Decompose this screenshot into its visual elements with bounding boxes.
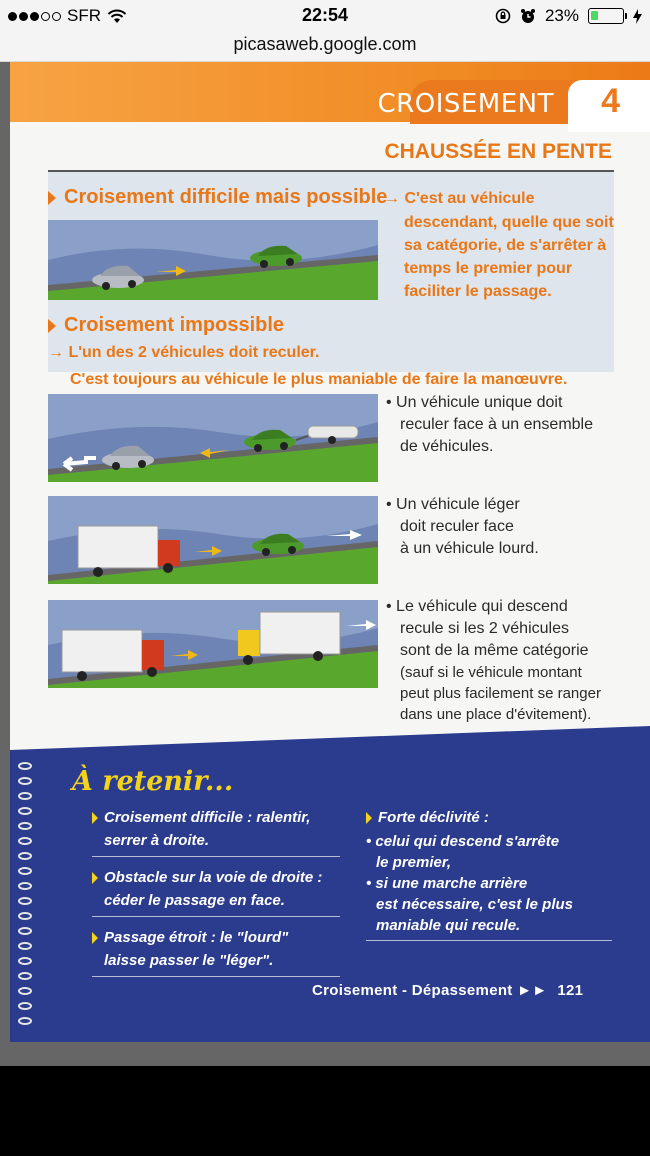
clock: 22:54 [301, 5, 349, 25]
s1-line-1: → C'est au véhicule [384, 190, 535, 207]
divider [92, 976, 340, 977]
case3-line-1: • Le véhicule qui descend [386, 598, 568, 615]
retenir-right-5: maniable qui recule. [376, 917, 521, 934]
retenir-right-4: est nécessaire, c'est le plus [376, 896, 574, 913]
case3-note-2: peut plus facilement se ranger [400, 685, 601, 702]
retenir-title: À retenir... [72, 766, 234, 797]
bullet-icon [366, 812, 372, 824]
bullet-icon [92, 932, 98, 944]
case1-line-3: de véhicules. [400, 438, 494, 455]
divider [366, 940, 612, 941]
page-number: 121 [557, 982, 584, 999]
carrier-label: SFR [67, 6, 101, 25]
page-subtitle: CHAUSSÉE EN PENTE [384, 140, 612, 163]
retenir-item-1: Croisement difficile : ralentir, serrer à droite. [92, 806, 310, 852]
retenir-right-heading: Forte déclivité : [366, 806, 489, 829]
illustration-difficult-crossing [48, 220, 378, 300]
case3-note-1: (sauf si le véhicule montant [400, 664, 582, 681]
bullet-icon [92, 872, 98, 884]
case2-line-2: doit reculer face [400, 518, 514, 535]
s2-line-1: → L'un des 2 véhicules doit reculer. [48, 344, 320, 361]
case1-line-2: reculer face à un ensemble [400, 416, 593, 433]
s2-line-2: C'est toujours au véhicule le plus maniable de faire la manœuvre. [70, 371, 568, 388]
illustration-single-vs-ensemble [48, 394, 378, 482]
battery-icon [588, 8, 624, 24]
bullet-icon [48, 319, 56, 333]
bullet-icon [48, 191, 56, 205]
case3-line-2: recule si les 2 véhicules [400, 620, 569, 637]
battery-percent: 23% [544, 6, 579, 25]
chapter-label: CROISEMENT [377, 89, 554, 119]
retenir-right-1: • celui qui descend s'arrête [366, 833, 560, 850]
retenir-right-2: le premier, [376, 854, 452, 871]
rotation-lock-icon [495, 8, 511, 24]
retenir-item-2: Obstacle sur la voie de droite : céder le passage en face. [92, 866, 322, 912]
divider [92, 916, 340, 917]
chapter-number: 4 [601, 82, 620, 120]
case1-line-1: • Un véhicule unique doit [386, 394, 563, 411]
page-photo [0, 62, 650, 1066]
status-bar [0, 0, 650, 32]
s1-line-2: descendant, quelle que soit [404, 214, 614, 231]
s1-line-3: sa catégorie, de s'arrêter à [404, 237, 607, 254]
case2-line-3: à un véhicule lourd. [400, 540, 539, 557]
page-footer [312, 982, 583, 999]
section-heading-impossible: Croisement impossible [48, 314, 284, 337]
s1-line-5: faciliter le passage. [404, 283, 552, 300]
address-bar[interactable] [0, 32, 650, 62]
url-text: picasaweb.google.com [233, 34, 417, 54]
illustration-same-category [48, 600, 378, 688]
charging-icon [633, 9, 642, 24]
case3-note-3: dans une place d'évitement). [400, 706, 592, 723]
footer-label: Croisement - Dépassement ►► [312, 982, 548, 999]
case2-line-1: • Un véhicule léger [386, 496, 520, 513]
divider [92, 856, 340, 857]
illustration-light-vs-heavy [48, 496, 378, 584]
bottom-blank [0, 1066, 650, 1156]
bullet-icon [92, 812, 98, 824]
case3-line-3: sont de la même catégorie [400, 642, 589, 659]
s1-line-4: temps le premier pour [404, 260, 573, 277]
retenir-item-3: Passage étroit : le "lourd" laisse passer le "léger". [92, 926, 288, 972]
spiral-binding [18, 762, 38, 1032]
retenir-right-3: • si une marche arrière [366, 875, 528, 892]
section-heading-difficult: Croisement difficile mais possible [48, 186, 387, 209]
alarm-icon [520, 8, 536, 24]
